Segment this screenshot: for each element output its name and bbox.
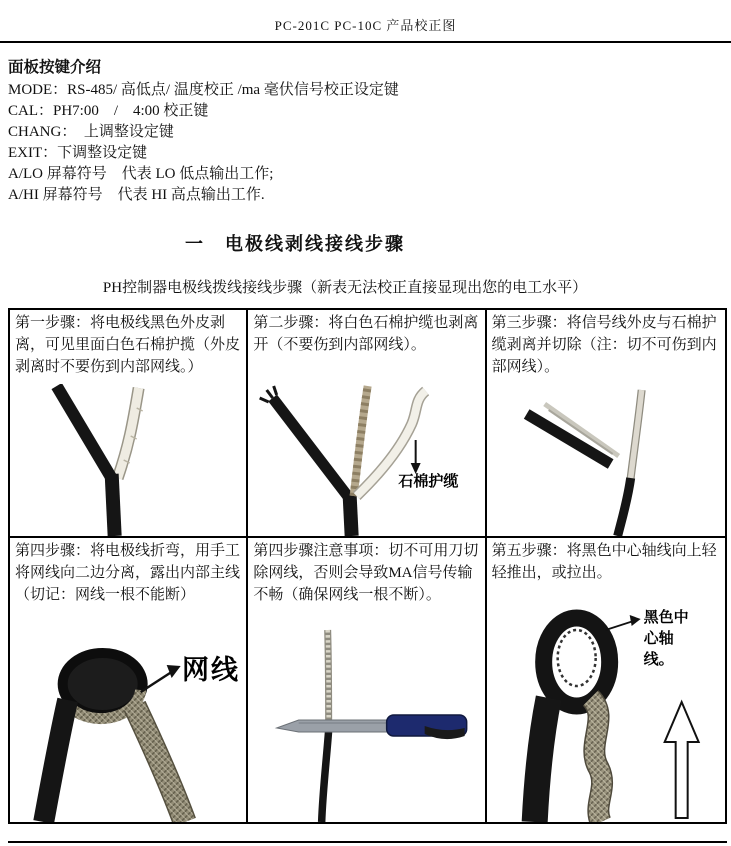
step4-cell xyxy=(10,538,248,822)
step4-note-cell xyxy=(248,538,486,822)
header-rule xyxy=(0,41,731,43)
page-title: PC-201C PC-10C 产品校正图 xyxy=(274,18,457,33)
intro-heading: 面板按键介绍 xyxy=(8,59,102,76)
next-table-row-border xyxy=(8,841,727,843)
intro-line-mode: MODE：RS-485/ 高低点/ 温度校正 /ma 毫伏信号校正设定键 xyxy=(8,82,399,98)
stripped-pieces-illustration xyxy=(487,384,725,536)
step4-note-photo xyxy=(248,626,484,822)
step4-photo xyxy=(10,626,246,822)
asbestos-sheath-label: 石棉护缆 xyxy=(398,474,459,490)
mesh-wire-label: 网线 xyxy=(182,655,240,685)
step3-cell xyxy=(487,310,725,538)
step3-text: 第三步骤：将信号线外皮与石棉护缆剥离并切除（注：切不可伤到内部网线）。 xyxy=(491,315,717,375)
intro-line-alo: A/LO 屏幕符号 代表 LO 低点输出工作; xyxy=(8,166,274,182)
step5-text: 第五步骤：将黑色中心轴线向上轻轻推出，或拉出。 xyxy=(491,543,717,581)
label-pointer-arrow-icon xyxy=(605,615,640,630)
cable-split-illustration xyxy=(10,384,246,536)
step1-text: 第一步骤：将电极线黑色外皮剥离，可见里面白色石棉护揽（外皮剥离时不要伤到内部网线。） xyxy=(15,315,241,375)
step1-cell xyxy=(10,310,248,538)
intro-line-cal: CAL：PH7:00 / 4:00 校正键 xyxy=(8,103,209,119)
step5-photo xyxy=(487,606,725,822)
step5-cell xyxy=(487,538,725,822)
intro-line-ahi: A/HI 屏幕符号 代表 HI 高点输出工作. xyxy=(8,187,265,203)
panel-key-intro xyxy=(8,57,731,206)
step2-cell xyxy=(248,310,486,538)
step4-text: 第四步骤：将电极线折弯，用手工将网线向二边分离，露出内部主线（切记：网线一根不能断） xyxy=(15,543,241,603)
step3-photo xyxy=(487,384,725,536)
hollow-up-arrow-icon xyxy=(664,702,698,818)
step2-photo xyxy=(248,384,484,536)
step1-photo xyxy=(10,384,246,536)
intro-line-exit: EXIT：下调整设定键 xyxy=(8,145,148,161)
section-subtitle: PH控制器电极线拨线接线步骤（新表无法校正直接显现出您的电工水平） xyxy=(102,280,588,296)
cable-three-strands-illustration xyxy=(248,384,484,536)
step2-text: 第二步骤：将白色石棉护缆也剥离开（不要伤到内部网线）。 xyxy=(253,315,479,353)
steps-table xyxy=(8,308,727,824)
step4-note-text: 第四步骤注意事项：切不可用刀切除网线，否则会导致MA信号传输不畅（确保网线一根不断）。 xyxy=(253,543,479,603)
section-title: 一 电极线剥线接线步骤 xyxy=(185,234,405,254)
knife-and-cable-illustration xyxy=(248,626,484,822)
utility-knife xyxy=(277,715,467,739)
black-core-label: 黑色中心轴线。 xyxy=(643,610,689,668)
intro-line-chang: CHANG： 上调整设定键 xyxy=(8,124,174,140)
down-arrow-icon xyxy=(411,440,421,474)
